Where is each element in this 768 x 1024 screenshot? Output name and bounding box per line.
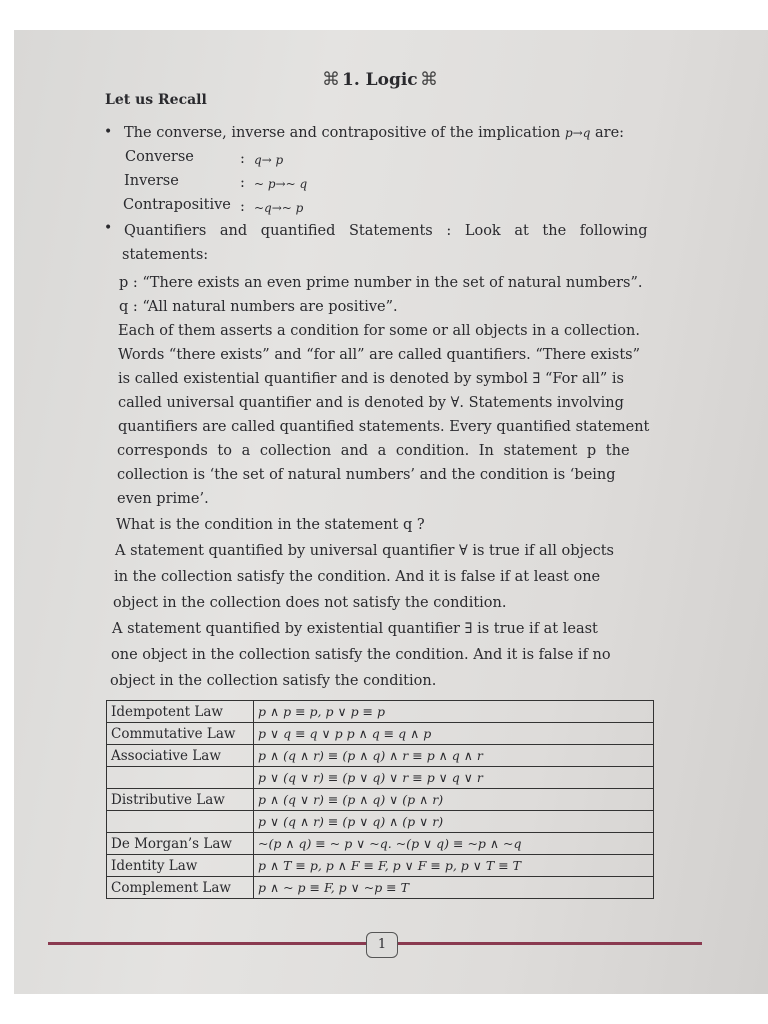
law-name: Associative Law	[107, 745, 254, 767]
law-equation: p ∧ T ≡ p, p ∧ F ≡ F, p ∨ F ≡ p, p ∨ T ≡ T	[254, 855, 654, 877]
law-equation: p ∧ (q ∧ r) ≡ (p ∧ q) ∧ r ≡ p ∧ q ∧ r	[254, 745, 654, 767]
chapter-title: 1. Logic	[342, 70, 418, 90]
law-name	[107, 767, 254, 789]
statement-p: p : “There exists an even prime number in the set of natural numbers”.	[119, 275, 643, 291]
body-line: corresponds to a collection and a condition. In statement p the	[117, 443, 630, 459]
law-equation: p ∨ q ≡ q ∨ p p ∧ q ≡ q ∧ p	[254, 723, 654, 745]
bullet1-intro-end: are:	[595, 125, 625, 141]
bullet-dot-icon: •	[104, 124, 113, 140]
table-row	[107, 855, 654, 877]
bullet1-intro	[124, 124, 624, 142]
table-row	[107, 811, 654, 833]
law-name: Idempotent Law	[107, 701, 254, 723]
law-name: Complement Law	[107, 877, 254, 899]
table-row	[107, 723, 654, 745]
ornament-left-icon: ⌘	[322, 69, 340, 90]
statement-q: q : “All natural numbers are positive”.	[119, 299, 398, 315]
law-name: Commutative Law	[107, 723, 254, 745]
body-line: A statement quantified by universal quantifier ∀ is true if all objects	[115, 543, 614, 559]
law-equation: ~(p ∧ q) ≡ ~ p ∨ ~q. ~(p ∨ q) ≡ ~p ∧ ~q	[254, 833, 654, 855]
body-line: object in the collection does not satisfy the condition.	[113, 595, 507, 611]
table-row	[107, 833, 654, 855]
table-row	[107, 767, 654, 789]
section-heading: Let us Recall	[105, 92, 207, 108]
implication-expr: p→q	[564, 126, 591, 140]
law-equation: p ∧ (q ∨ r) ≡ (p ∧ q) ∨ (p ∧ r)	[254, 789, 654, 811]
body-line: A statement quantified by existential quantifier ∃ is true if at least	[112, 621, 598, 637]
inverse-colon: :	[240, 175, 245, 191]
table-row	[107, 877, 654, 899]
bullet1-intro-text: The converse, inverse and contrapositive of the implication	[124, 125, 561, 141]
converse-label: Converse	[125, 149, 194, 165]
law-name: Identity Law	[107, 855, 254, 877]
contrapositive-label: Contrapositive	[123, 197, 231, 213]
law-name: De Morgan’s Law	[107, 833, 254, 855]
bullet2-line2: statements:	[122, 247, 209, 263]
chapter-header	[322, 64, 438, 98]
body-line: one object in the collection satisfy the condition. And it is false if no	[111, 647, 611, 663]
body-line: quantifiers are called quantified statements. Every quantified statement	[118, 419, 650, 435]
converse-colon: :	[240, 151, 245, 167]
table-row	[107, 745, 654, 767]
logic-laws-table	[106, 700, 654, 899]
ornament-right-icon: ⌘	[420, 69, 438, 90]
inverse-expr: ~ p→~ q	[254, 177, 308, 191]
law-equation: p ∧ ~ p ≡ F, p ∨ ~p ≡ T	[254, 877, 654, 899]
table-row	[107, 701, 654, 723]
body-line: Each of them asserts a condition for some or all objects in a collection.	[118, 323, 640, 339]
body-line: in the collection satisfy the condition. And it is false if at least one	[114, 569, 601, 585]
inverse-label: Inverse	[124, 173, 179, 189]
body-line: Words “there exists” and “for all” are called quantifiers. “There exists”	[118, 347, 641, 363]
question-line: What is the condition in the statement q ?	[116, 517, 425, 533]
law-equation: p ∧ p ≡ p, p ∨ p ≡ p	[254, 701, 654, 723]
contrapositive-colon: :	[240, 199, 245, 215]
body-line: collection is ‘the set of natural numbers’ and the condition is ‘being	[117, 467, 616, 483]
converse-expr: q→ p	[254, 153, 284, 167]
body-line: is called existential quantifier and is denoted by symbol ∃ “For all” is	[118, 371, 624, 387]
law-name: Distributive Law	[107, 789, 254, 811]
law-name	[107, 811, 254, 833]
contrapositive-expr: ~q→~ p	[254, 201, 304, 215]
table-row	[107, 789, 654, 811]
bullet-dot-icon: •	[104, 220, 113, 236]
law-equation: p ∨ (q ∧ r) ≡ (p ∨ q) ∧ (p ∨ r)	[254, 811, 654, 833]
body-line: called universal quantifier and is denoted by ∀. Statements involving	[118, 395, 624, 411]
bullet2-line1: Quantifiers and quantified Statements : Look at the following	[124, 223, 648, 239]
body-line: object in the collection satisfy the condition.	[110, 673, 437, 689]
law-equation: p ∨ (q ∨ r) ≡ (p ∨ q) ∨ r ≡ p ∨ q ∨ r	[254, 767, 654, 789]
page-number: 1	[366, 932, 398, 958]
body-line: even prime’.	[117, 491, 209, 507]
